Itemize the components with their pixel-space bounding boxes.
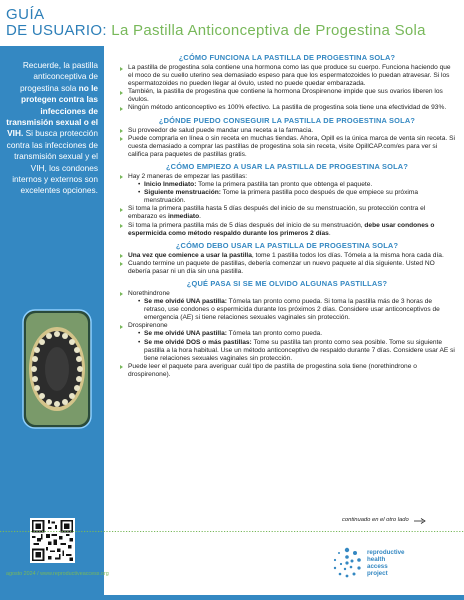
where-to-get-list bbox=[118, 127, 456, 159]
missed-pills-list bbox=[118, 290, 456, 379]
list-item: La pastilla de progestina sola contiene una hormona como las que produce su cuerpo. Funciona haciendo que el moco de su cuello uterino sea demasiado espeso para que los espermatozoides lo puedan atravesar. Si los espermatozoides no pueden llegar al óvulo, usted no puede quedar embarazada. bbox=[118, 64, 456, 88]
list-item: Su proveedor de salud puede mandar una receta a la farmacia. bbox=[118, 127, 456, 135]
sub-item-bold: Inicio Inmediato: bbox=[144, 181, 197, 189]
sub-item-text: Tómela tan pronto como pueda. bbox=[226, 330, 323, 338]
logo-line: access bbox=[367, 563, 388, 570]
list-item: También, la pastilla de progestina que contiene la hormona Drospirenone impide que sus ovarios liberen los óvulos. bbox=[118, 88, 456, 104]
how-to-use-list bbox=[118, 252, 456, 276]
continued-note: continuado en el otro lado bbox=[342, 517, 409, 523]
footer-date-url: agosto 2024 / www.reproductiveaccess.org bbox=[6, 571, 109, 577]
section-heading-how-to-use: ¿CÓMO DEBO USAR LA PASTILLA DE PROGESTINA SOLA? bbox=[175, 240, 399, 250]
list-item bbox=[118, 205, 456, 221]
sidebar-reminder bbox=[6, 60, 98, 197]
sub-item-text: Tome la primera pastilla tan pronto que obtenga el paquete. bbox=[196, 181, 373, 189]
title-main bbox=[6, 22, 426, 39]
norethindrone-label: Norethindrone bbox=[128, 289, 170, 297]
sub-item bbox=[138, 181, 456, 189]
pill-pack-image bbox=[22, 309, 92, 429]
section-heading-where-to-get: ¿DÓNDE PUEDO CONSEGUIR LA PASTILLA DE PROGESTINA SOLA? bbox=[158, 115, 416, 125]
list-item bbox=[118, 222, 456, 238]
sub-item bbox=[138, 330, 456, 338]
section-heading-how-to-start: ¿CÓMO EMPIEZO A USAR LA PASTILLA DE PROGESTINA SOLA? bbox=[165, 161, 409, 171]
list-item bbox=[118, 322, 456, 362]
norethindrone-options bbox=[128, 298, 456, 322]
list-item: Puede comprarla en línea o sin receta en muchas tiendas. Ahora, Opill es la única marca de venta sin receta. Si cuesta demasiado a comprar las pastillas de progestina sola sin receta, visite OpillCAP.com/es para ver si califica para paquetes de pastillas gratis. bbox=[118, 135, 456, 159]
footer-divider bbox=[0, 531, 464, 532]
footer-bar bbox=[0, 595, 464, 600]
list-item bbox=[118, 173, 456, 205]
page-header bbox=[0, 0, 464, 45]
logo-line: reproductive bbox=[367, 549, 405, 556]
text-bold: debe usar condones o espermicida como método respaldo durante los primeros 2 días bbox=[128, 221, 435, 237]
title-de-usuario: DE USUARIO: bbox=[6, 22, 107, 39]
sub-item bbox=[138, 189, 456, 205]
arrow-right-icon bbox=[414, 518, 426, 524]
sidebar-text-2: no le protegen contra las infecciones de transmisión sexual o el VIH. bbox=[6, 82, 98, 139]
section-heading-missed-pills: ¿QUÉ PASA SI SE ME OLVIDO ALGUNAS PASTILLAS? bbox=[186, 278, 388, 288]
rhap-logo-text bbox=[367, 549, 437, 577]
sub-item-bold: Se me olvidé DOS o más pastillas: bbox=[144, 338, 252, 346]
list-item bbox=[118, 290, 456, 322]
drospirenone-label: Drospirenone bbox=[128, 322, 168, 330]
start-options bbox=[128, 181, 456, 205]
list-item: Cuando termine un paquete de pastillas, debería comenzar un nuevo paquete al día siguiente. Usted NO debería pasar ni un día sin una pastilla. bbox=[118, 260, 456, 276]
text: Si toma la primera pastilla hasta 5 días después del inicio de su menstruación, su protección contra el embarazo es bbox=[128, 205, 426, 221]
logo-line: project bbox=[367, 570, 388, 577]
title-subject: La Pastilla Anticonceptiva de Progestina Sola bbox=[111, 22, 426, 39]
rhap-logo-icon bbox=[330, 546, 364, 580]
sub-item-text: Tome la primera pastilla poco después de que empiece su próxima menstruación. bbox=[144, 189, 419, 205]
text: Si toma la primera pastilla más de 5 días después del inicio de su menstruación, bbox=[128, 221, 365, 229]
sidebar bbox=[0, 46, 104, 600]
text: , tome 1 pastilla todos los días. Tómela a la misma hora cada día. bbox=[251, 251, 444, 259]
sub-item-bold: Se me olvidé UNA pastilla: bbox=[144, 298, 227, 306]
drospirenone-options bbox=[128, 330, 456, 362]
logo-line: health bbox=[367, 556, 386, 563]
start-intro: Hay 2 maneras de empezar las pastillas: bbox=[128, 172, 248, 180]
text-bold: inmediato bbox=[167, 213, 200, 221]
list-item: Puede leer el paquete para averiguar cuál tipo de pastilla de progestina sola tiene (norethindrone o drospirenone). bbox=[118, 363, 456, 379]
text: . bbox=[328, 229, 331, 237]
sub-item bbox=[138, 339, 456, 363]
section-heading-how-it-works: ¿CÓMO FUNCIONA LA PASTILLA DE PROGESTINA SOLA? bbox=[178, 53, 396, 62]
title-guia: GUÍA bbox=[6, 6, 45, 23]
main-content bbox=[118, 52, 456, 379]
sub-item bbox=[138, 298, 456, 322]
text: . bbox=[199, 213, 201, 221]
sub-item-text: Tómela tan pronto como pueda. Si toma la pastilla más de 3 horas de retraso, use condones o espermicida durante los próximos 2 días. Considere usar anticonceptivos de emergencia (AE) si tiene relaciones sexuales vaginales sin protección. bbox=[144, 298, 440, 322]
qr-code-image bbox=[30, 518, 75, 563]
text-bold: Una vez que comience a usar la pastilla bbox=[128, 251, 252, 259]
list-item bbox=[118, 252, 456, 260]
sub-item-bold: Se me olvidé UNA pastilla: bbox=[144, 330, 227, 338]
how-it-works-list bbox=[118, 64, 456, 113]
list-item: Ningún método anticonceptivo es 100% efectivo. La pastilla de progestina sola tiene una efectividad de 93%. bbox=[118, 104, 456, 112]
sub-item-bold: Siguiente menstruación: bbox=[144, 189, 221, 197]
sidebar-text-1: Recuerde, la pastilla anticonceptiva de progestina sola bbox=[20, 60, 98, 93]
sidebar-text-3: Si busca protección contra las infecciones de transmisión sexual y el VIH, los condones internos y externos son excelentes opciones. bbox=[6, 128, 98, 196]
how-to-start-list bbox=[118, 173, 456, 238]
sub-item-text: Tome su pastilla tan pronto como sea posible. Tome su siguiente pastilla a la hora habitual. Use un método anticonceptivo de respaldo durante 7 días. Considere usar AE si tiene relaciones sexuales vaginales sin protección. bbox=[144, 338, 455, 362]
